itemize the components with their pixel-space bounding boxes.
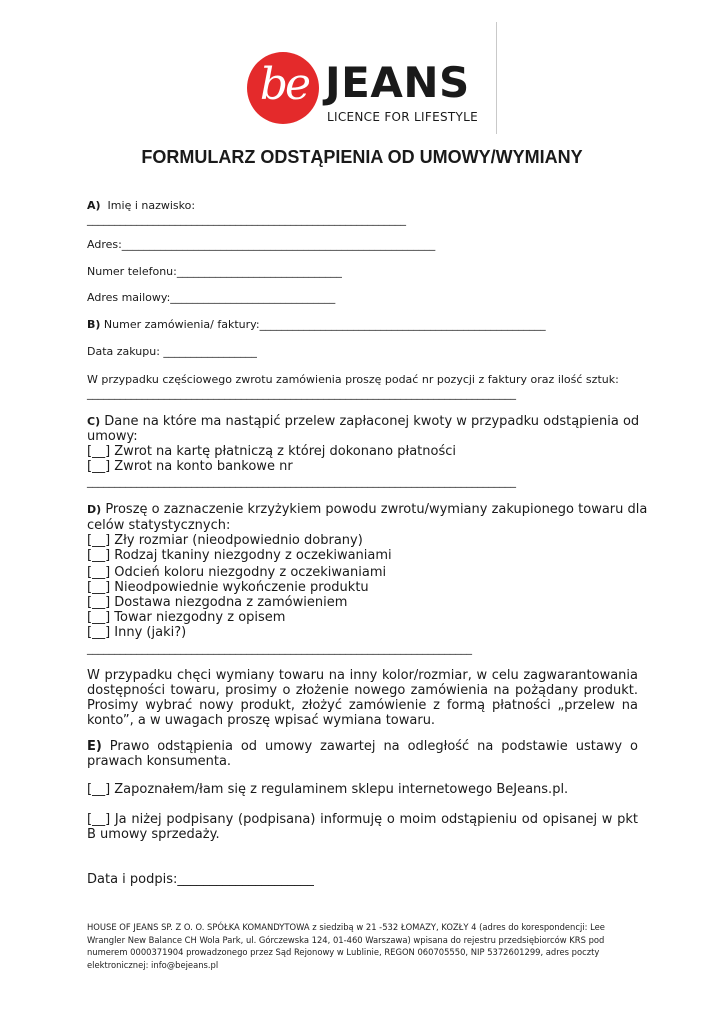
name-field[interactable]: __________________________________________________________: [87, 213, 406, 226]
section-c-letter: C): [87, 415, 101, 428]
refund-bank-option[interactable]: [__] Zwrot na konto bankowe nr: [87, 459, 293, 474]
company-footer: HOUSE OF JEANS SP. Z O. O. SPÓŁKA KOMANDYTOWA z siedzibą w 21 -532 ŁOMAZY, KOZŁY 4 (adres do korespondencji: Lee Wrangler New Balance CH Wola Park, ul. Górczewska 124, 01-460 Warszawa) wpisana do rejestru przedsiębiorców KRS pod numerem 0000371904 prowadzonego przez Sąd Rejonowy w Lublinie, REGON 060705550, NIP 5372601299, adres poczty elektronicznej: info@bejeans.pl: [87, 922, 605, 970]
name-label-row: [87, 199, 195, 213]
phone-field[interactable]: Numer telefonu:______________________________: [87, 265, 342, 278]
section-d-letter: D): [87, 503, 102, 516]
address-field[interactable]: Adres:_________________________________________________________: [87, 238, 436, 251]
withdrawal-consent[interactable]: [__] Ja niżej podpisany (podpisana) informuję o moim odstąpieniu od opisanej w pkt B umowy sprzedaży.: [87, 812, 638, 842]
section-e-letter: E): [87, 739, 102, 754]
signature-field[interactable]: Data i podpis:_____________________: [87, 872, 314, 887]
bank-account-field[interactable]: ______________________________________________________________________________: [87, 475, 516, 488]
header-divider: [496, 22, 497, 134]
name-label: Imię i nazwisko:: [107, 199, 196, 212]
section-d-text-cont: celów statystycznych:: [87, 518, 231, 533]
regulations-consent[interactable]: [__] Zapoznałem/łam się z regulaminem sklepu internetowego BeJeans.pl.: [87, 782, 569, 797]
order-row: [87, 318, 546, 332]
other-reason-field[interactable]: ______________________________________________________________________: [87, 642, 472, 655]
section-d-heading: [87, 502, 647, 517]
reason-wrong-size[interactable]: [__] Zły rozmiar (nieodpowiednio dobrany): [87, 533, 363, 548]
section-c-text-cont: umowy:: [87, 429, 138, 444]
section-c-text: Dane na które ma nastąpić przelew zapłaconej kwoty w przypadku odstąpienia od: [104, 414, 640, 429]
purchase-date-field[interactable]: Data zakupu: _________________: [87, 345, 257, 358]
section-c-heading: [87, 414, 639, 429]
reason-description[interactable]: [__] Towar niezgodny z opisem: [87, 610, 286, 625]
refund-card-option[interactable]: [__] Zwrot na kartę płatniczą z której dokonano płatności: [87, 444, 456, 459]
reason-color[interactable]: [__] Odcień koloru niezgodny z oczekiwaniami: [87, 565, 387, 580]
partial-return-label: W przypadku częściowego zwrotu zamówienia proszę podać nr pozycji z faktury oraz ilość sztuk:: [87, 373, 619, 386]
reason-other[interactable]: [__] Inny (jaki?): [87, 625, 187, 640]
exchange-note: W przypadku chęci wymiany towaru na inny kolor/rozmiar, w celu zagwarantowania dostępności towaru, prosimy o złożenie nowego zamówienia na pożądany produkt. Prosimy wybrać nowy produkt, złożyć zamówienie z formą płatności „przelew na konto”, a w uwagach proszę wpisać wymiana towaru.: [87, 668, 638, 728]
logo-brand: JEANS: [325, 58, 470, 107]
reason-delivery[interactable]: [__] Dostawa niezgodna z zamówieniem: [87, 595, 348, 610]
order-field[interactable]: Numer zamówienia/ faktury:____________________________________________________: [103, 318, 546, 331]
logo-mark: be: [259, 59, 309, 110]
section-e: [87, 739, 638, 769]
partial-return-field[interactable]: ______________________________________________________________________________: [87, 387, 516, 400]
reason-finish[interactable]: [__] Nieodpowiednie wykończenie produktu: [87, 580, 369, 595]
section-b-letter: B): [87, 318, 101, 331]
page-title: FORMULARZ ODSTĄPIENIA OD UMOWY/WYMIANY: [141, 147, 583, 167]
reason-fabric[interactable]: [__] Rodzaj tkaniny niezgodny z oczekiwaniami: [87, 548, 392, 563]
section-d-text: Proszę o zaznaczenie krzyżykiem powodu zwrotu/wymiany zakupionego towaru dla: [105, 502, 648, 517]
section-e-text: Prawo odstąpienia od umowy zawartej na odległość na podstawie ustawy o prawach konsumenta.: [87, 739, 638, 769]
email-field[interactable]: Adres mailowy:______________________________: [87, 291, 336, 304]
logo-tagline: LICENCE FOR LIFESTYLE: [327, 110, 478, 124]
section-a-letter: A): [87, 199, 101, 212]
bejeans-logo: [247, 52, 477, 132]
